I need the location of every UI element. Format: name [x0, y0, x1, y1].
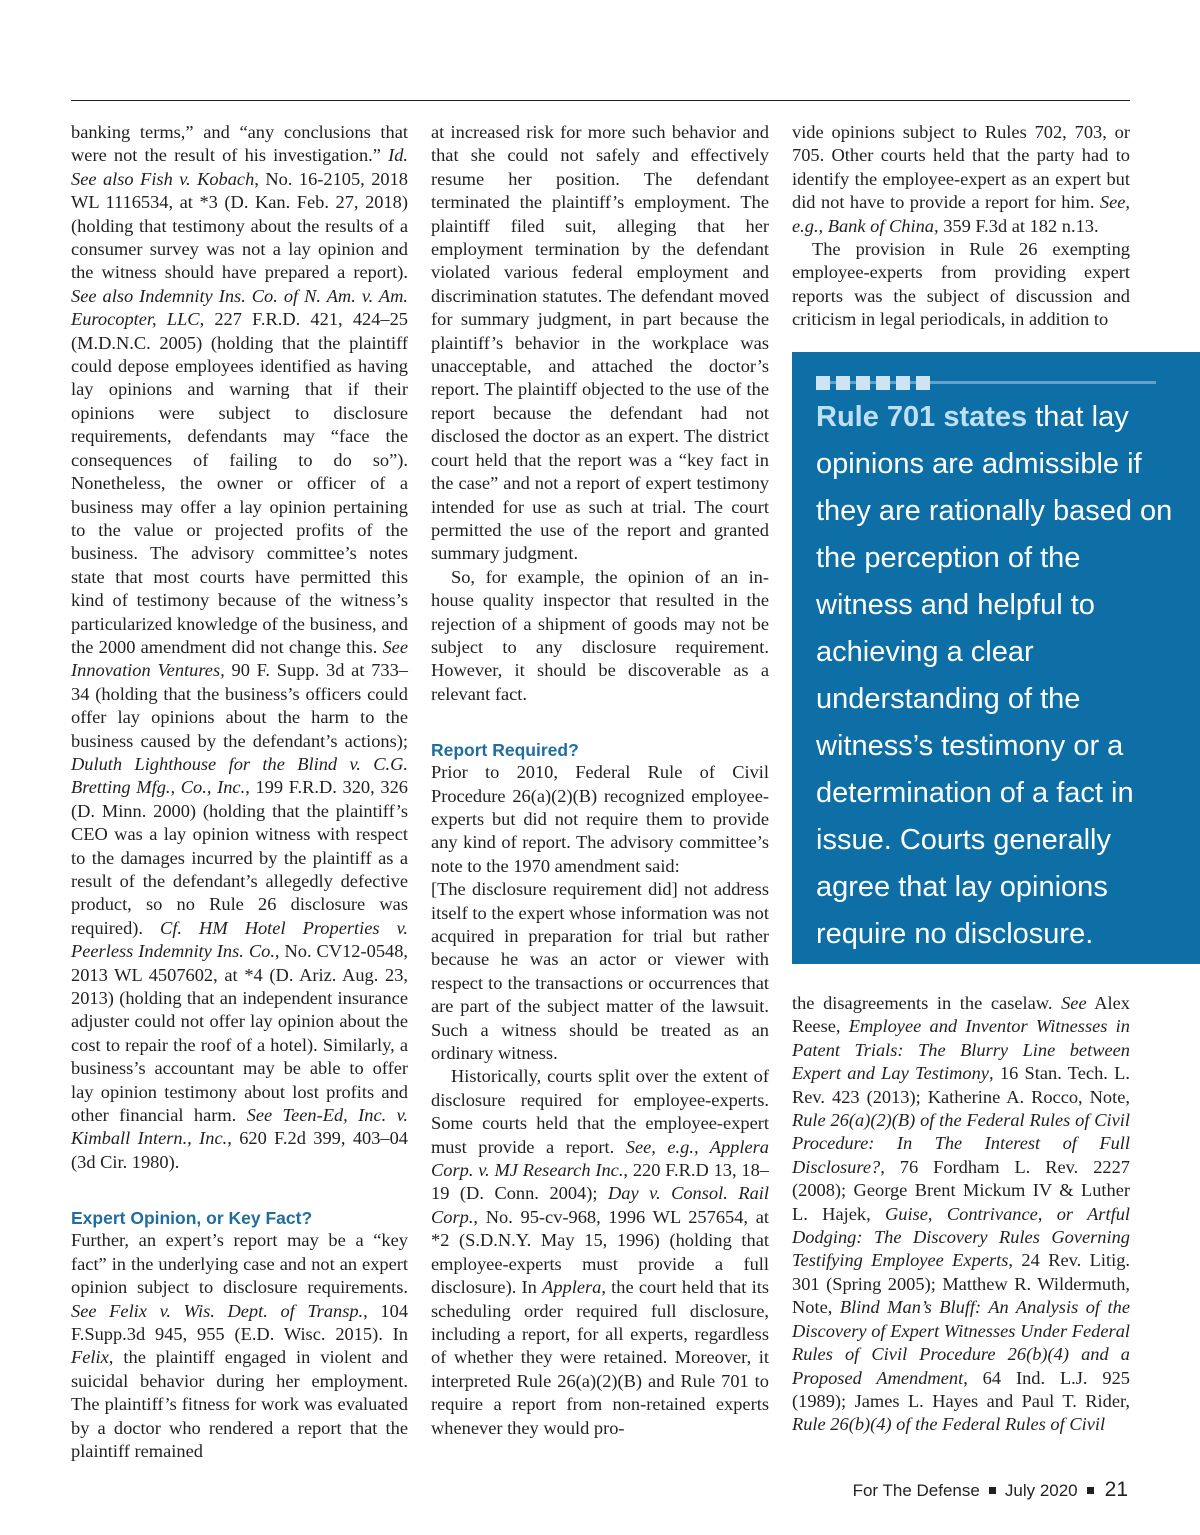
separator-square-icon [1087, 1487, 1094, 1494]
column-1 [71, 121, 408, 1463]
issue-date: July 2020 [1004, 1481, 1078, 1500]
pull-quote-lead: Rule 701 states [816, 401, 1028, 433]
top-rule [71, 100, 1130, 101]
column-3-bottom [792, 992, 1130, 1437]
body-paragraph: Prior to 2010, Federal Rule of Civil Procedure 26(a)(2)(B) recognized employee-experts but did not require them to provide any kind of report. The advisory committee’s note to the 1970 amendment said: [431, 762, 769, 876]
body-paragraph: banking terms,” and “any conclusions that were not the result of his investigation.” Id. See also Fish v. Kobach, No. 16-2105, 2018 WL 1116534, at *3 (D. Kan. Feb. 27, 2018) (holding that testimony about the results of a consumer survey was not a lay opinion and the witness should have prepared a report). See also Indemnity Ins. Co. of N. Am. v. Am. Eurocopter, LLC, 227 F.R.D. 421, 424–25 (M.D.N.C. 2005) (holding that the plaintiff could depose employees identified as having lay opinions and warning that if their opinions were subject to disclosure requirements, defendants may “face the consequences of failing to do so”). Nonetheless, the owner or officer of a business may offer a lay opinion pertaining to the value or projected profits of the business. The advisory committee’s notes state that most courts have permitted this kind of testimony because of the witness’s particularized knowledge of the business, and the 2000 amendment did not change this. See Innovation Ventures, 90 F. Supp. 3d at 733–34 (holding that the business’s officers could offer lay opinions about the harm to the business caused by the defendant’s actions); Duluth Lighthouse for the Blind v. C.G. Bretting Mfg., Co., Inc., 199 F.R.D. 320, 326 (D. Minn. 2000) (holding that the plaintiff’s CEO was a lay opinion witness with respect to the damages incurred by the plaintiff as a result of the defendant’s allegedly defective product, so no Rule 26 disclosure was required). Cf. HM Hotel Properties v. Peerless Indemnity Ins. Co., No. CV12-0548, 2013 WL 4507602, at *4 (D. Ariz. Aug. 23, 2013) (holding that an independent insurance adjuster could not offer lay opinion about the cost to repair the roof of a hotel). Similarly, a business’s accountant may be able to offer lay opinion testimony about lost profits and other financial harm. See Teen-Ed, Inc. v. Kimball Intern., Inc., 620 F.2d 399, 403–04 (3d Cir. 1980). [71, 122, 409, 1172]
section-heading-expert-opinion: Expert Opinion, or Key Fact? [71, 1208, 313, 1229]
publication-name: For The Defense [852, 1481, 980, 1500]
pull-quote-text [816, 394, 1176, 958]
block-quote: [The disclosure requirement did] not address itself to the expert whose information was not acquired in preparation for trial but rather because he was an actor or viewer with respect to the transactions or occurrences that are part of the subject matter of the lawsuit. Such a witness should be treated as an ordinary witness. [431, 879, 769, 1064]
body-paragraph: the disagreements in the caselaw. See Alex Reese, Employee and Inventor Witnesses in Patent Trials: The Blurry Line between Expert and Lay Testimony, 16 Stan. Tech. L. Rev. 423 (2013); Katherine A. Rocco, Note, Rule 26(a)(2)(B) of the Federal Rules of Civil Procedure: In The Interest of Full Disclosure?, 76 Fordham L. Rev. 2227 (2008); George Brent Mickum IV & Luther L. Hajek, Guise, Contrivance, or Artful Dodging: The Discovery Rules Governing Testifying Employee Experts, 24 Rev. Litig. 301 (Spring 2005); Matthew R. Wildermuth, Note, Blind Man’s Bluff: An Analysis of the Discovery of Expert Witnesses Under Federal Rules of Civil Procedure 26(b)(4) and a Proposed Amendment, 64 Ind. L.J. 925 (1989); James L. Hayes and Paul T. Rider, Rule 26(b)(4) of the Federal Rules of Civil [792, 993, 1131, 1435]
column-2 [431, 121, 769, 1440]
pull-quote-ornament [816, 376, 1156, 390]
separator-square-icon [989, 1487, 996, 1494]
body-paragraph: at increased risk for more such behavior and that she could not safely and effectively resume her position. The defendant terminated the plaintiff’s employment. The plaintiff filed suit, alleging that her employment termination by the defendant violated various federal employment and discrimination statutes. The defendant moved for summary judgment, in part because the plaintiff’s behavior in the workplace was unacceptable, and attached the doctor’s report. The plaintiff objected to the use of the report because the defendant had not disclosed the doctor as an expert. The district court held that the report was a “key fact in the case” and not a report of expert testimony intended for use as such at trial. The court permitted the use of the report and granted summary judgment. [431, 122, 769, 564]
page-footer [853, 1478, 1128, 1502]
body-paragraph: vide opinions subject to Rules 702, 703, or 705. Other courts held that the party had to identify the employee-expert as an expert but did not have to provide a report for him. See, e.g., Bank of China, 359 F.3d at 182 n.13. [792, 122, 1130, 236]
page-number: 21 [1104, 1478, 1128, 1501]
body-paragraph: The provision in Rule 26 exempting employee-experts from providing expert reports was the subject of discussion and criticism in legal periodicals, in addition to [792, 239, 1130, 330]
pull-quote-body: that lay opinions are admissible if they are rationally based on the perception of the witness and helpful to achieving a clear understanding of the witness’s testimony or a determination of a fact in issue. Courts generally agree that lay opinions require no disclosure. [816, 401, 1173, 950]
column-3-top [792, 121, 1130, 332]
body-paragraph: Further, an expert’s report may be a “key fact” in the underlying case and not an expert opinion subject to disclosure requirements. See Felix v. Wis. Dept. of Transp., 104 F.Supp.3d 945, 955 (E.D. Wisc. 2015). In Felix, the plaintiff engaged in violent and suicidal behavior during her employment. The plaintiff’s fitness for work was evaluated by a doctor who rendered a report that the plaintiff remained [71, 1230, 409, 1461]
section-heading-report-required: Report Required? [431, 740, 579, 761]
body-paragraph: Historically, courts split over the extent of disclosure required for employee-experts. Some courts held that the employee-expert must provide a report. See, e.g., Applera Corp. v. MJ Research Inc., 220 F.R.D 13, 18–19 (D. Conn. 2004); Day v. Consol. Rail Corp., No. 95-cv-968, 1996 WL 257654, at *2 (S.D.N.Y. May 15, 1996) (holding that employee-experts must provide a full disclosure). In Applera, the court held that its scheduling order required full disclosure, including a report, for all experts, regardless of whether they were retained. Moreover, it interpreted Rule 26(a)(2)(B) and Rule 701 to require a report from non-retained experts whenever they would pro- [431, 1066, 769, 1438]
pull-quote-box [792, 352, 1200, 964]
body-paragraph: So, for example, the opinion of an in-house quality inspector that resulted in the rejection of a shipment of goods may not be subject to any disclosure requirement. However, it should be discoverable as a relevant fact. [431, 566, 769, 704]
